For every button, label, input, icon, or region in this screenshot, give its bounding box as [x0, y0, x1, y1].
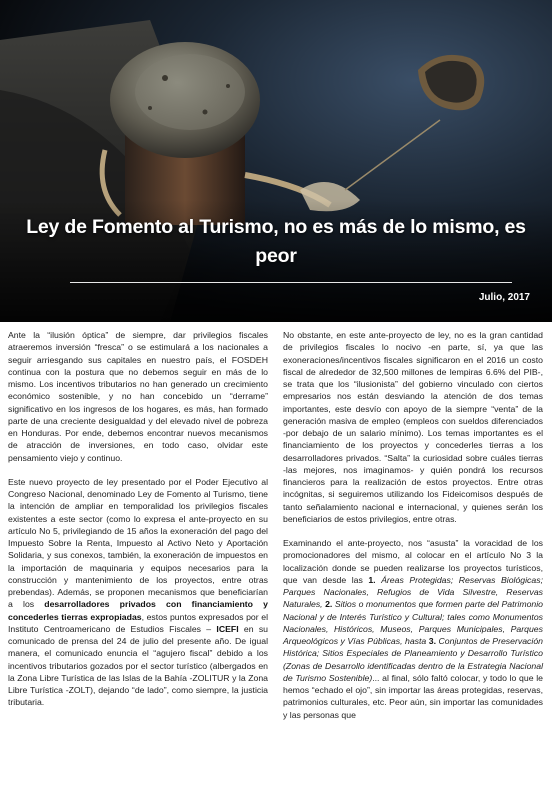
bold-phrase: desarrolladores privados con financiamiento y concederles tierras expropiadas — [8, 599, 268, 622]
paragraph: Ante la “ilusión óptica” de siempre, dar privilegios fiscales atraeremos inversión “fresca” o se estimulará a los nacionales a seguir arriesgando sus capitales en nuestro país, el FOSDEH continua con la postura que no debemos seguir en más de lo mismo. Los incentivos tributarios no han generado un crecimiento económico sostenible, y no han concebido un “derrame” significativo en los ingresos de los hogares, es más, han formado parte de una creciente desigualdad y del elevado nivel de pobreza en Honduras. Por ende, debemos encontrar nuevos mecanismos de atracción de inversiones, en todo caso, olvidar este pensamiento viejo y continuo. — [8, 330, 268, 463]
paragraph: Examinando el ante-proyecto, nos “asusta” la voracidad de los promocionadores del mismo, al colocar en el artículo No 3 la localización donde se pueden realizarse los proyectos turísticos, que van desde las 1. Áreas Protegidas; Reservas Biológicas; Parques Nacionales, Refugios de Vida Silvestre, Reservas Naturales, 2. Sitios o monumentos que formen parte del Patrimonio Nacional y de Interés Turístico y Cultural; tales como Monumentos Nacionales, Históricos, Museos, Parques Municipales, Parques Arqueológicos y Vías Públicas, hasta 3. Conjuntos de Preservación Histórica; Sitios Especiales de Planeamiento y Desarrollo Turístico (Zonas de Desarrollo identificadas dentro de la Estrategia Nacional de Turismo Sostenible)... al final, sólo faltó colocar, y todo lo que le hemos “echado el ojo”, sin importar las áreas protegidas, reservas, patrimonios culturales, etc. Peor aún, sin importar las comunidades y las personas que — [283, 538, 543, 720]
italic-phrase: Sitios o monumentos que formen parte del Patrimonio Nacional y de Interés Turístico y Cultural; tales como Monumentos Nacionales, Históricos, Museos, Parques Municipales, Parques Arqueológicos y Vías Públicas, hasta — [283, 599, 543, 646]
bollard-boat-photo — [0, 0, 552, 322]
right-column — [283, 329, 543, 733]
bold-phrase: ICEFI — [216, 623, 239, 634]
article-title: Ley de Fomento al Turismo, no es más de lo mismo, es peor — [26, 216, 526, 267]
bold-number: 1. — [368, 574, 376, 585]
bold-number: 2. — [325, 599, 333, 610]
italic-phrase: Áreas Protegidas; Reservas Biológicas; Parques Nacionales, Refugios de Vida Silvestre, Reservas Naturales, — [283, 574, 543, 610]
title-divider — [70, 282, 512, 283]
article-date: Julio, 2017 — [478, 292, 530, 303]
left-column — [8, 329, 268, 721]
bold-number: 3. — [428, 636, 437, 646]
paragraph: No obstante, en este ante-proyecto de ley, no es la gran cantidad de privilegios fiscales lo nocivo -en parte, sí, ya que las exoneraciones/incentivos fiscales significaron en el 2016 un costo fiscal de alrededor de 32,500 millones de lempiras 6.6% del PIB-, se trata que los “ilusionista” del gobierno vinculado con ciertos empresarios nos están desviando la atención de dos temas importantes, este desvío con apoyo de la siempre “venta” de la generación masiva de empleo (empleos con sueldos diferenciados -por debajo de un salario mínimo). Los temas importantes es el financiamiento de los proyectos y concederles tierras a los desarrolladores privados. “Salta” la curiosidad sobre cuáles tierras -las mejores, nos imaginamos- y quién pondrá los recursos financieros para la realización de estos proyectos. Entre otras incógnitas, si seguiremos utilizando los Fideicomisos después de tanto señalamiento nacional e internacional, y quienes serán los beneficiarios de estos privilegios, entre otras. — [283, 330, 543, 524]
italic-phrase: Conjuntos de Preservación Histórica; Sitios Especiales de Planeamiento y Desarrollo Turístico (Zonas de Desarrollo identificadas dentro de la Estrategia Nacional de Turismo Sostenible) — [283, 636, 543, 683]
hero-image — [0, 0, 552, 322]
paragraph: Este nuevo proyecto de ley presentado por el Poder Ejecutivo al Congreso Nacional, denominado Ley de Fomento al Turismo, tiene la intención de ampliar en temporalidad los privilegios fiscales existentes a este sector (como lo expresa el ante-proyecto en su artículo No 5, privilegiando de 15 años la exoneración del pago del Impuesto Sobre la Renta, Impuesto al Activo Neto y Aportación Solidaria, y sus conexos, también, la exoneración de impuestos en la importación de maquinaria y equipos necesarios para la construcción y mantenimiento de los proyectos, entre otras prebendas). Además, se proponen mecanismos que beneficiarían a los desarrolladores privados con financiamiento y concederles tierras expropiadas, estos puntos expresados por el Instituto Centroamericano de Estudios Fiscales – ICEFI en su comunicado de prensa del 24 de julio del presente año. De igual manera, el comunicado enuncia el “agujero fiscal” debido a los incentivos tributarios gozados por el sector turístico (albergados en la Zona Libre Turística de las Islas de la Bahía -ZOLITUR y la Zona Libre Turística -ZOLT), dejando “de lado”, como siempre, la justicia tributaria. — [8, 476, 269, 708]
